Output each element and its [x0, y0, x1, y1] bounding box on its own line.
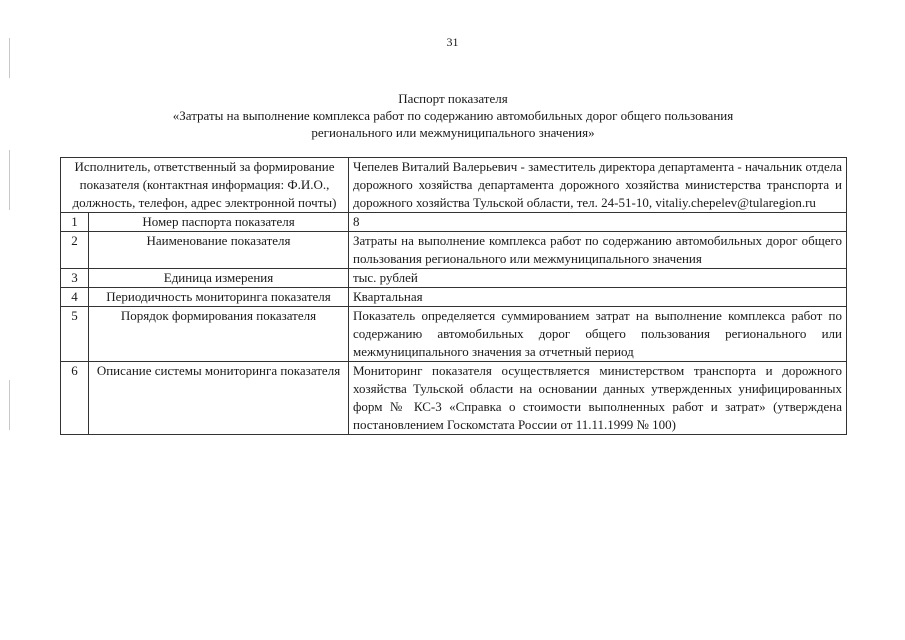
row-value: Квартальная: [349, 288, 847, 307]
row-value: 8: [349, 213, 847, 232]
table-row: [61, 232, 847, 269]
row-number: 5: [61, 307, 89, 362]
scan-margin-mark: [9, 380, 10, 430]
row-number: 2: [61, 232, 89, 269]
row-value: Показатель определяется суммированием затрат на выполнение комплекса работ по содержанию автомобильных дорог общего пользования регионального или межмуниципального значения за отчетный период: [349, 307, 847, 362]
document-title: [60, 90, 846, 141]
title-line-1: Паспорт показателя: [398, 91, 508, 106]
table-row: [61, 288, 847, 307]
table-row: [61, 362, 847, 435]
row-number: 4: [61, 288, 89, 307]
title-line-2: «Затраты на выполнение комплекса работ по содержанию автомобильных дорог общего пользования: [172, 108, 734, 123]
passport-table: [60, 157, 847, 435]
executor-value: Чепелев Виталий Валерьевич - заместитель директора департамента - начальник отдела дорожного хозяйства департамента дорожного хозяйства министерства транспорта и дорожного хозяйства Тульской области, тел. 24-51-10, vitaliy.chepelev@tularegion.ru: [349, 158, 847, 213]
title-line-3: регионального или межмуниципального значения»: [311, 125, 595, 140]
row-name: Наименование показателя: [89, 232, 349, 269]
row-name: Единица измерения: [89, 269, 349, 288]
row-number: 6: [61, 362, 89, 435]
table-row: [61, 269, 847, 288]
page-number: 31: [446, 35, 459, 49]
row-number: 3: [61, 269, 89, 288]
row-name: Номер паспорта показателя: [89, 213, 349, 232]
row-name: Порядок формирования показателя: [89, 307, 349, 362]
scan-margin-mark: [9, 150, 10, 210]
row-value: Затраты на выполнение комплекса работ по содержанию автомобильных дорог общего пользования регионального или межмуниципального значения: [349, 232, 847, 269]
row-number: 1: [61, 213, 89, 232]
row-value: Мониторинг показателя осуществляется министерством транспорта и дорожного хозяйства Тульской области на основании данных утвержденных унифицированных форм № КС-3 «Справка о стоимости выполненных работ и затрат» (утверждена постановлением Госкомстата России от 11.11.1999 № 100): [349, 362, 847, 435]
row-value: тыс. рублей: [349, 269, 847, 288]
table-row-executor: [61, 158, 847, 213]
table-row: [61, 307, 847, 362]
row-name: Периодичность мониторинга показателя: [89, 288, 349, 307]
table-row: [61, 213, 847, 232]
executor-label: Исполнитель, ответственный за формирование показателя (контактная информация: Ф.И.О., должность, телефон, адрес электронной почты): [61, 158, 349, 213]
row-name: Описание системы мониторинга показателя: [89, 362, 349, 435]
